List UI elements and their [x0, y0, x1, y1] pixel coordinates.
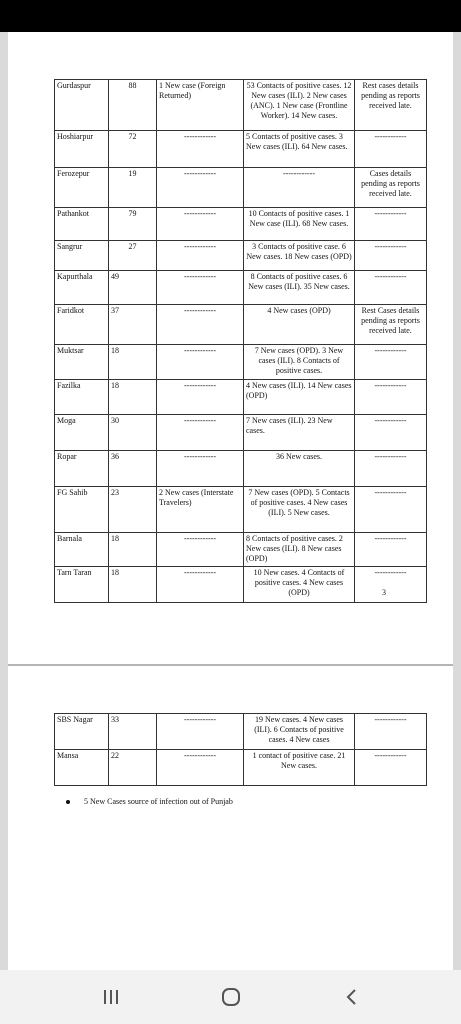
table-row — [55, 750, 427, 786]
cell-count: 18 — [109, 345, 157, 380]
table-row — [55, 305, 427, 345]
cell-district: FG Sahib — [55, 487, 109, 533]
cell-travel: ------------ — [157, 168, 244, 208]
home-icon — [221, 987, 241, 1007]
document-page — [8, 666, 453, 970]
table-row — [55, 380, 427, 415]
cell-remarks: ------------ — [355, 271, 427, 305]
cell-count: 30 — [109, 415, 157, 451]
table-row — [55, 241, 427, 271]
cell-local: 7 New cases (ILI). 23 New cases. — [244, 415, 355, 451]
cell-travel: ------------ — [157, 750, 244, 786]
cell-local: 3 Contacts of positive case. 6 New cases. 18 New cases (OPD) — [244, 241, 355, 271]
cell-travel: ------------ — [157, 345, 244, 380]
navigation-bar — [0, 970, 461, 1024]
footnote-item — [66, 797, 233, 806]
table-row — [55, 415, 427, 451]
cell-remarks: ------------ — [355, 415, 427, 451]
cell-travel: ------------ — [157, 380, 244, 415]
cell-count: 18 — [109, 567, 157, 603]
cell-district: Faridkot — [55, 305, 109, 345]
cell-local: 1 contact of positive case. 21 New cases. — [244, 750, 355, 786]
table-row — [55, 487, 427, 533]
cell-travel: ------------ — [157, 415, 244, 451]
table-row — [55, 168, 427, 208]
cell-local: 5 Contacts of positive cases. 3 New cases (ILI). 64 New cases. — [244, 131, 355, 168]
cell-remarks: ------------ — [355, 750, 427, 786]
cell-district: Sangrur — [55, 241, 109, 271]
cell-count: 88 — [109, 80, 157, 131]
status-bar — [0, 0, 461, 32]
recents-button[interactable] — [96, 984, 126, 1010]
cell-travel: ------------ — [157, 451, 244, 487]
back-icon — [344, 988, 358, 1006]
cell-travel: 2 New cases (Interstate Travelers) — [157, 487, 244, 533]
table-row — [55, 714, 427, 750]
cell-remarks: Cases details pending as reports received late. — [355, 168, 427, 208]
table-row — [55, 208, 427, 241]
cell-count: 18 — [109, 533, 157, 567]
cell-district: Mansa — [55, 750, 109, 786]
cell-district: Kapurthala — [55, 271, 109, 305]
cell-local: 10 New cases. 4 Contacts of positive cases. 4 New cases (OPD) — [244, 567, 355, 603]
table-row — [55, 533, 427, 567]
back-button[interactable] — [336, 984, 366, 1010]
cell-district: Fazilka — [55, 380, 109, 415]
cell-local: 8 Contacts of positive cases. 2 New cases (ILI). 8 New cases (OPD) — [244, 533, 355, 567]
cell-district: SBS Nagar — [55, 714, 109, 750]
cell-count: 49 — [109, 271, 157, 305]
cell-travel: ------------ — [157, 271, 244, 305]
table-row — [55, 80, 427, 131]
home-button[interactable] — [216, 984, 246, 1010]
table-row — [55, 271, 427, 305]
table-row — [55, 345, 427, 380]
cell-local: 7 New cases (OPD). 5 Contacts of positive cases. 4 New cases (ILI). 5 New cases. — [244, 487, 355, 533]
cell-remarks: ------------ — [355, 380, 427, 415]
cell-travel: ------------ — [157, 714, 244, 750]
cell-travel: 1 New case (Foreign Returned) — [157, 80, 244, 131]
cell-remarks: ------------ — [355, 487, 427, 533]
cell-local: 10 Contacts of positive cases. 1 New case (ILI). 68 New cases. — [244, 208, 355, 241]
footnote-text: 5 New Cases source of infection out of Punjab — [84, 797, 233, 806]
cell-count: 37 — [109, 305, 157, 345]
cell-count: 18 — [109, 380, 157, 415]
cell-remarks: ------------ — [355, 131, 427, 168]
cell-local: 53 Contacts of positive cases. 12 New cases (ILI). 2 New cases (ANC). 1 New case (Frontline Worker). 14 New cases. — [244, 80, 355, 131]
cell-district: Barnala — [55, 533, 109, 567]
cell-count: 27 — [109, 241, 157, 271]
cell-remarks: Rest cases details pending as reports received late. — [355, 80, 427, 131]
recents-icon — [102, 989, 120, 1005]
bullet-icon — [66, 800, 70, 804]
cell-count: 79 — [109, 208, 157, 241]
cell-remarks: ------------ — [355, 567, 427, 603]
cell-remarks: ------------ — [355, 208, 427, 241]
cell-district: Muktsar — [55, 345, 109, 380]
cell-count: 72 — [109, 131, 157, 168]
cell-count: 33 — [109, 714, 157, 750]
cell-count: 36 — [109, 451, 157, 487]
cell-count: 19 — [109, 168, 157, 208]
cell-remarks: ------------ — [355, 533, 427, 567]
cell-local: 8 Contacts of positive cases. 6 New cases (ILI). 35 New cases. — [244, 271, 355, 305]
cell-local: ------------ — [244, 168, 355, 208]
cell-travel: ------------ — [157, 208, 244, 241]
cell-local: 7 New cases (OPD). 3 New cases (ILI). 8 Contacts of positive cases. — [244, 345, 355, 380]
cell-local: 36 New cases. — [244, 451, 355, 487]
cell-district: Gurdaspur — [55, 80, 109, 131]
cell-count: 22 — [109, 750, 157, 786]
cell-travel: ------------ — [157, 131, 244, 168]
district-cases-table-continued — [54, 713, 427, 786]
table-row — [55, 131, 427, 168]
cell-remarks: ------------ — [355, 345, 427, 380]
cell-travel: ------------ — [157, 533, 244, 567]
cell-local: 4 New cases (OPD) — [244, 305, 355, 345]
district-cases-table — [54, 79, 427, 603]
table-row — [55, 567, 427, 603]
cell-district: Ferozepur — [55, 168, 109, 208]
cell-remarks: ------------ — [355, 714, 427, 750]
cell-remarks: ------------ — [355, 451, 427, 487]
cell-travel: ------------ — [157, 567, 244, 603]
cell-local: 19 New cases. 4 New cases (ILI). 6 Contacts of positive cases. 4 New cases — [244, 714, 355, 750]
cell-remarks: Rest Cases details pending as reports received late. — [355, 305, 427, 345]
table-row — [55, 451, 427, 487]
cell-count: 23 — [109, 487, 157, 533]
cell-travel: ------------ — [157, 305, 244, 345]
cell-travel: ------------ — [157, 241, 244, 271]
cell-remarks: ------------ — [355, 241, 427, 271]
cell-district: Hoshiarpur — [55, 131, 109, 168]
cell-district: Tarn Taran — [55, 567, 109, 603]
cell-district: Moga — [55, 415, 109, 451]
cell-district: Pathankot — [55, 208, 109, 241]
cell-district: Ropar — [55, 451, 109, 487]
page-number: 3 — [382, 588, 386, 597]
cell-local: 4 New cases (ILI). 14 New cases (OPD) — [244, 380, 355, 415]
